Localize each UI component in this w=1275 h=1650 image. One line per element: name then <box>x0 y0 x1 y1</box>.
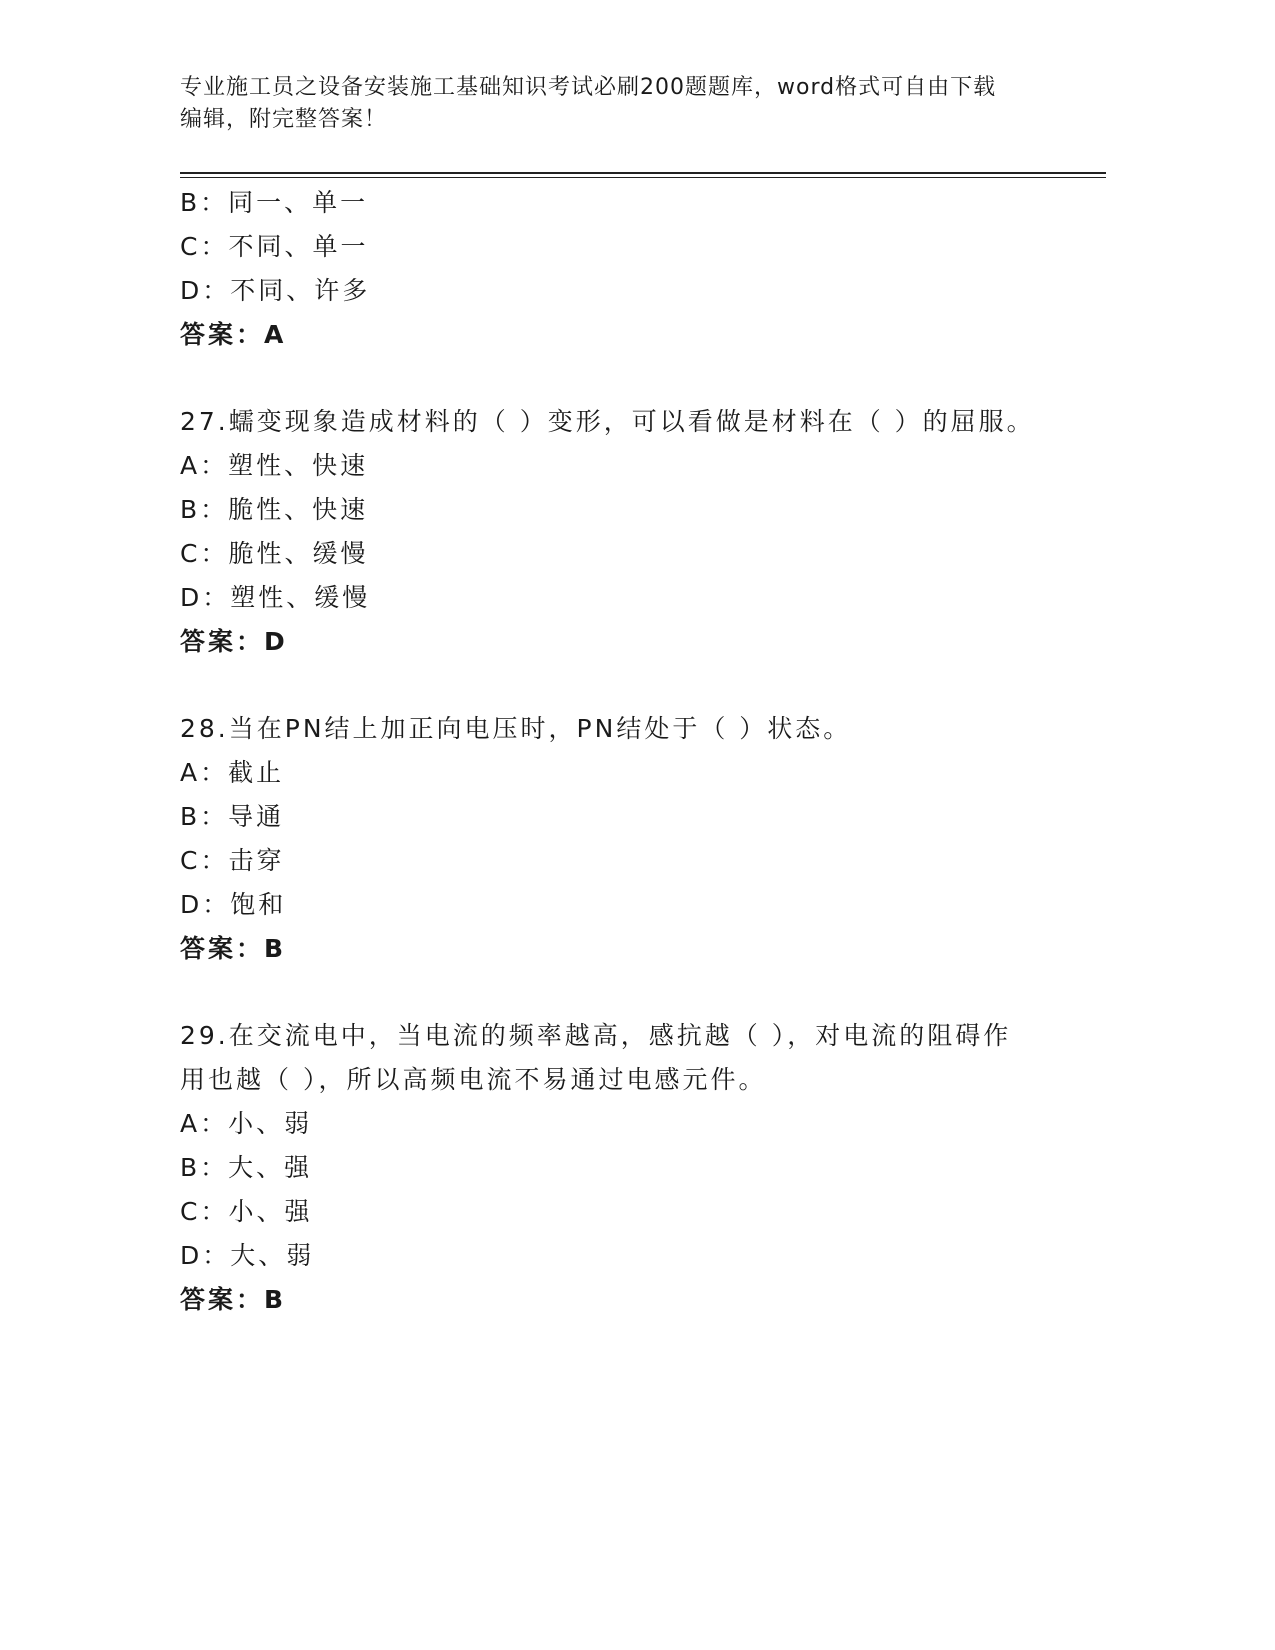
question-block-28 <box>180 707 1060 971</box>
header-title-line-2: 编辑，附完整答案！ <box>180 107 388 132</box>
header-divider-thick <box>180 172 1106 174</box>
option-d: D：饱和 <box>180 890 287 919</box>
question-block-27 <box>180 400 1060 664</box>
header-divider-thin <box>180 177 1106 178</box>
answer-line: 答案：D <box>180 627 288 656</box>
option-c: C：脆性、缓慢 <box>180 539 369 568</box>
question-spacer <box>180 357 1060 400</box>
option-b: B：导通 <box>180 802 285 831</box>
question-block-previous <box>180 181 1060 357</box>
answer-line: 答案：B <box>180 1285 287 1314</box>
option-a: A：小、弱 <box>180 1109 313 1138</box>
question-stem: 28.当在PN结上加正向电压时，PN结处于（ ）状态。 <box>180 714 852 743</box>
question-stem: 27.蠕变现象造成材料的（ ）变形，可以看做是材料在（ ）的屈服。 <box>180 407 1035 436</box>
option-b: B：大、强 <box>180 1153 313 1182</box>
question-stem-line-2: 用也越（ ），所以高频电流不易通过电感元件。 <box>180 1065 767 1094</box>
option-d: D：大、弱 <box>180 1241 315 1270</box>
option-a: A：截止 <box>180 758 285 787</box>
answer-line: 答案：B <box>180 934 287 963</box>
option-d: D：不同、许多 <box>180 276 371 305</box>
document-body <box>180 181 1060 1322</box>
document-header <box>180 72 1040 136</box>
question-stem-line-1: 29.在交流电中，当电流的频率越高，感抗越（ ），对电流的阻碍作 <box>180 1021 1012 1050</box>
option-a: A：塑性、快速 <box>180 451 369 480</box>
option-c: C：小、强 <box>180 1197 313 1226</box>
option-c: C：击穿 <box>180 846 285 875</box>
answer-line: 答案：A <box>180 320 287 349</box>
option-b: B：脆性、快速 <box>180 495 369 524</box>
question-block-29 <box>180 1014 1060 1322</box>
question-spacer <box>180 971 1060 1014</box>
option-d: D：塑性、缓慢 <box>180 583 371 612</box>
header-title-line-1: 专业施工员之设备安装施工基础知识考试必刷200题题库，word格式可自由下载 <box>180 75 997 100</box>
question-spacer <box>180 664 1060 707</box>
option-b: B：同一、单一 <box>180 188 369 217</box>
option-c: C：不同、单一 <box>180 232 369 261</box>
